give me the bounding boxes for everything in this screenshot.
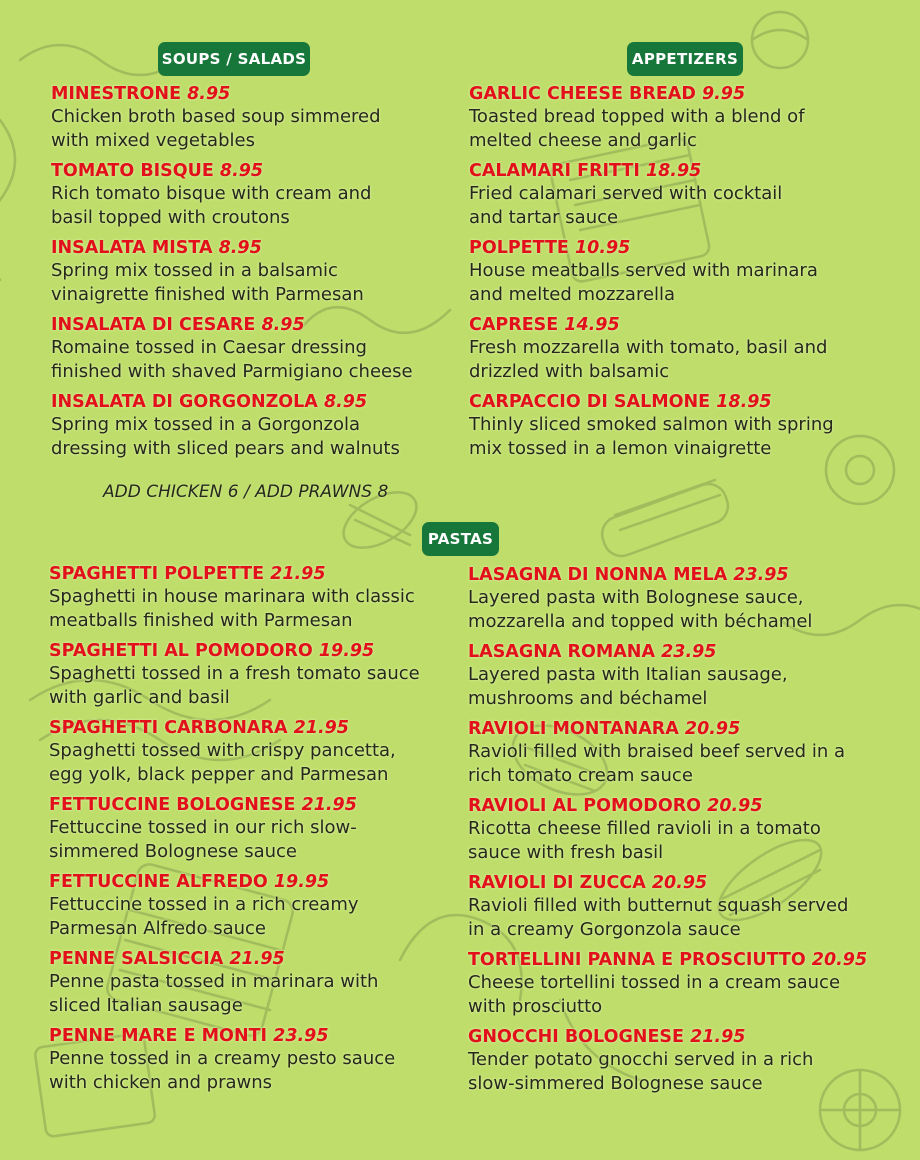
item-name: MINESTRONE bbox=[51, 84, 182, 104]
item-name: GNOCCHI BOLOGNESE bbox=[468, 1027, 684, 1047]
menu-item bbox=[51, 84, 413, 153]
pastas-heading: PASTAS bbox=[422, 522, 499, 556]
item-name: CALAMARI FRITTI bbox=[469, 161, 640, 181]
menu-item bbox=[469, 238, 834, 307]
add-protein-note: ADD CHICKEN 6 / ADD PRAWNS 8 bbox=[103, 482, 389, 502]
menu-item bbox=[468, 1027, 867, 1096]
menu-item bbox=[51, 238, 413, 307]
menu-item bbox=[468, 873, 867, 942]
menu-item bbox=[49, 564, 420, 633]
item-description: Fried calamari served with cocktail and tartar sauce bbox=[469, 183, 783, 228]
item-price: 8.95 bbox=[187, 84, 231, 104]
menu-item bbox=[49, 795, 420, 864]
item-description: Spring mix tossed in a balsamic vinaigrette finished with Parmesan bbox=[51, 260, 364, 305]
item-name: SPAGHETTI POLPETTE bbox=[49, 564, 265, 584]
pastas-left-list bbox=[49, 564, 420, 1095]
menu-item bbox=[468, 642, 867, 711]
menu-item bbox=[51, 392, 413, 461]
item-price: 20.95 bbox=[651, 873, 708, 893]
item-price: 21.95 bbox=[270, 564, 326, 584]
menu-item bbox=[49, 641, 420, 710]
item-price: 21.95 bbox=[293, 718, 349, 738]
item-description: Cheese tortellini tossed in a cream sauce with prosciutto bbox=[468, 972, 841, 1017]
item-description: Ricotta cheese filled ravioli in a tomato sauce with fresh basil bbox=[468, 818, 821, 863]
item-name: RAVIOLI DI ZUCCA bbox=[468, 873, 646, 893]
item-name: INSALATA DI GORGONZOLA bbox=[51, 392, 318, 412]
item-price: 20.95 bbox=[684, 719, 741, 739]
item-name: TOMATO BISQUE bbox=[51, 161, 214, 181]
menu-item bbox=[469, 84, 834, 153]
item-description: Romaine tossed in Caesar dressing finished with shaved Parmigiano cheese bbox=[51, 337, 413, 382]
item-name: SPAGHETTI CARBONARA bbox=[49, 718, 288, 738]
item-price: 18.95 bbox=[645, 161, 702, 181]
item-price: 14.95 bbox=[564, 315, 620, 335]
item-name: PENNE SALSICCIA bbox=[49, 949, 224, 969]
item-name: FETTUCCINE ALFREDO bbox=[49, 872, 268, 892]
item-price: 10.95 bbox=[574, 238, 631, 258]
item-description: Thinly sliced smoked salmon with spring mix tossed in a lemon vinaigrette bbox=[469, 414, 834, 459]
item-name: RAVIOLI AL POMODORO bbox=[468, 796, 702, 816]
soups-salads-heading: SOUPS / SALADS bbox=[158, 42, 310, 76]
item-price: 19.95 bbox=[318, 641, 375, 661]
menu-item bbox=[49, 872, 420, 941]
item-description: Spring mix tossed in a Gorgonzola dressing with sliced pears and walnuts bbox=[51, 414, 400, 459]
item-name: LASAGNA ROMANA bbox=[468, 642, 655, 662]
item-name: TORTELLINI PANNA E PROSCIUTTO bbox=[468, 950, 806, 970]
menu-item bbox=[469, 161, 834, 230]
item-description: Rich tomato bisque with cream and basil topped with croutons bbox=[51, 183, 372, 228]
item-description: Layered pasta with Italian sausage, mushrooms and béchamel bbox=[468, 664, 788, 709]
menu-item bbox=[49, 949, 420, 1018]
item-name: CARPACCIO DI SALMONE bbox=[469, 392, 711, 412]
menu-item bbox=[469, 392, 834, 461]
item-description: Fettuccine tossed in our rich slow- simmered Bolognese sauce bbox=[49, 817, 357, 862]
item-price: 8.95 bbox=[219, 161, 264, 181]
item-description: Tender potato gnocchi served in a rich slow-simmered Bolognese sauce bbox=[468, 1049, 814, 1094]
item-name: POLPETTE bbox=[469, 238, 569, 258]
item-price: 23.95 bbox=[733, 565, 789, 585]
item-price: 19.95 bbox=[273, 872, 330, 892]
item-name: INSALATA MISTA bbox=[51, 238, 213, 258]
menu-item bbox=[468, 719, 867, 788]
item-name: LASAGNA DI NONNA MELA bbox=[468, 565, 728, 585]
item-description: Spaghetti tossed with crispy pancetta, egg yolk, black pepper and Parmesan bbox=[49, 740, 396, 785]
item-name: GARLIC CHEESE BREAD bbox=[469, 84, 696, 104]
item-price: 18.95 bbox=[716, 392, 772, 412]
item-name: PENNE MARE E MONTI bbox=[49, 1026, 268, 1046]
item-price: 23.95 bbox=[273, 1026, 329, 1046]
item-description: Ravioli filled with braised beef served in a rich tomato cream sauce bbox=[468, 741, 845, 786]
soups-salads-list bbox=[51, 84, 413, 461]
item-price: 8.95 bbox=[323, 392, 368, 412]
item-name: RAVIOLI MONTANARA bbox=[468, 719, 679, 739]
item-description: Spaghetti tossed in a fresh tomato sauce with garlic and basil bbox=[49, 663, 420, 708]
pastas-right-list bbox=[468, 565, 867, 1096]
menu-item bbox=[49, 718, 420, 787]
item-description: Toasted bread topped with a blend of melted cheese and garlic bbox=[469, 106, 805, 151]
appetizers-heading: APPETIZERS bbox=[627, 42, 743, 76]
item-description: Layered pasta with Bolognese sauce, mozzarella and topped with béchamel bbox=[468, 587, 813, 632]
item-description: Spaghetti in house marinara with classic meatballs finished with Parmesan bbox=[49, 586, 415, 631]
item-description: Chicken broth based soup simmered with mixed vegetables bbox=[51, 106, 381, 151]
item-price: 21.95 bbox=[229, 949, 285, 969]
item-description: Penne tossed in a creamy pesto sauce with chicken and prawns bbox=[49, 1048, 396, 1093]
menu-item bbox=[51, 161, 413, 230]
item-price: 9.95 bbox=[701, 84, 746, 104]
menu-item bbox=[469, 315, 834, 384]
item-description: Fresh mozzarella with tomato, basil and drizzled with balsamic bbox=[469, 337, 828, 382]
item-price: 8.95 bbox=[261, 315, 305, 335]
menu-item bbox=[468, 565, 867, 634]
item-description: Fettuccine tossed in a rich creamy Parmesan Alfredo sauce bbox=[49, 894, 359, 939]
item-price: 23.95 bbox=[661, 642, 717, 662]
item-name: CAPRESE bbox=[469, 315, 559, 335]
item-description: House meatballs served with marinara and melted mozzarella bbox=[469, 260, 818, 305]
item-price: 8.95 bbox=[218, 238, 262, 258]
item-price: 20.95 bbox=[707, 796, 763, 816]
item-name: INSALATA DI CESARE bbox=[51, 315, 256, 335]
item-name: SPAGHETTI AL POMODORO bbox=[49, 641, 313, 661]
item-name: FETTUCCINE BOLOGNESE bbox=[49, 795, 296, 815]
menu-item bbox=[49, 1026, 420, 1095]
menu-item bbox=[468, 796, 867, 865]
menu-item bbox=[468, 950, 867, 1019]
item-price: 20.95 bbox=[811, 950, 868, 970]
item-price: 21.95 bbox=[690, 1027, 746, 1047]
item-description: Ravioli filled with butternut squash served in a creamy Gorgonzola sauce bbox=[468, 895, 849, 940]
appetizers-list bbox=[469, 84, 834, 461]
item-price: 21.95 bbox=[301, 795, 357, 815]
menu-item bbox=[51, 315, 413, 384]
item-description: Penne pasta tossed in marinara with sliced Italian sausage bbox=[49, 971, 379, 1016]
